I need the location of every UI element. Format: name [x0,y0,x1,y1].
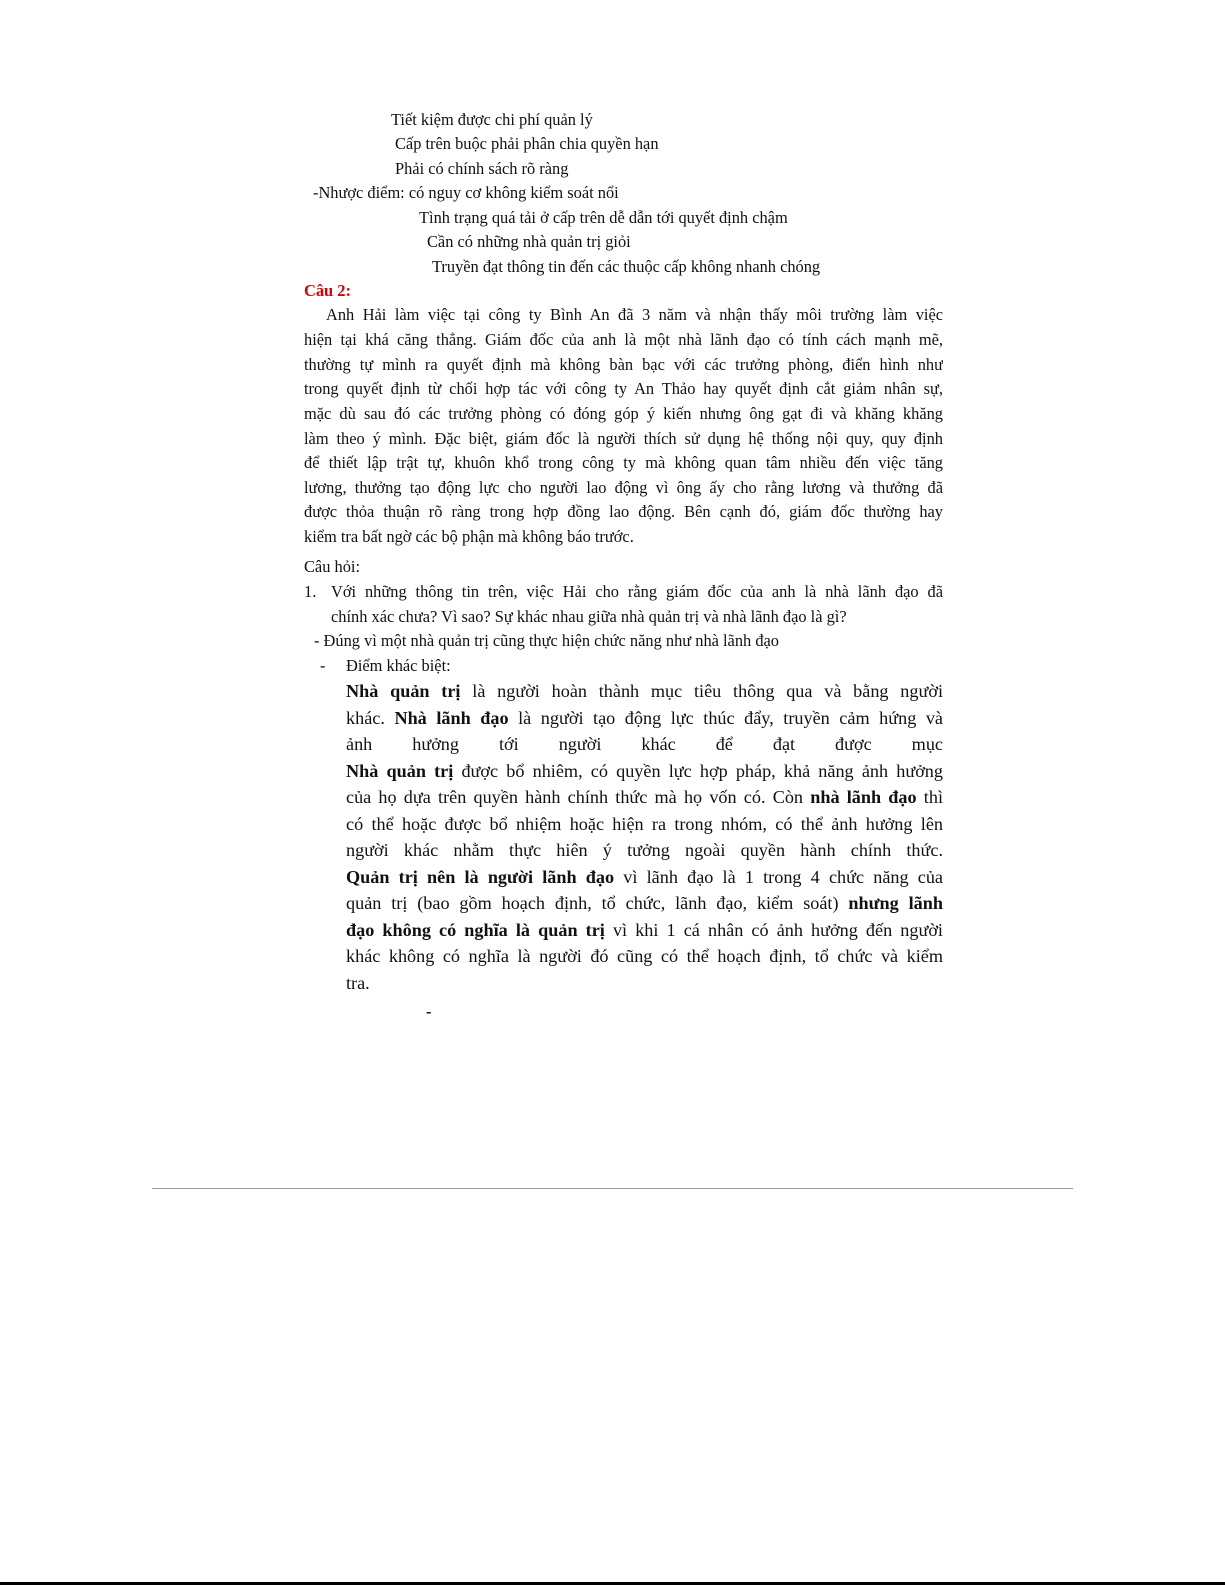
difference-text: ảnh hưởng tới người khác để đạt được mục [346,734,943,754]
paragraph-line: Anh Hải làm việc tại công ty Bình An đã 3 năm và nhận thấy môi trường làm việc [326,305,943,324]
paragraph-line: để thiết lập trật tự, khuôn khổ trong công ty mà không quan tâm nhiều đến việc tăng [304,453,943,472]
difference-line [346,811,943,837]
bold-term: nhưng lãnh [848,893,943,913]
paragraph-line: trong quyết định từ chối hợp tác với công ty An Thảo hay quyết định cắt giảm nhân sự, [304,379,943,398]
difference-line [346,890,943,916]
advantage-item: Phải có chính sách rõ ràng [395,159,569,178]
difference-line [346,678,943,704]
difference-line [346,705,943,731]
disadvantages-label: -Nhược điểm: có nguy cơ không kiểm soát nổi [313,183,619,202]
difference-text: khác. [346,708,395,728]
difference-text: vì khi 1 cá nhân có ảnh hưởng đến người [604,920,943,940]
difference-line [346,731,943,757]
difference-text: khác không có nghĩa là người đó cũng có thể hoạch định, tổ chức và kiểm [346,946,943,966]
difference-text: quản trị (bao gồm hoạch định, tổ chức, lãnh đạo, kiểm soát) [346,893,849,913]
bold-term: Nhà lãnh đạo [394,708,509,728]
difference-line [346,837,943,863]
paragraph-line: hiện tại khá căng thẳng. Giám đốc của anh là một nhà lãnh đạo có tính cách mạnh mẽ, [304,330,943,349]
difference-text: thì [916,787,943,807]
difference-text: là người hoàn thành mục tiêu thông qua và bằng người [460,681,943,701]
page-separator [152,1188,1073,1189]
difference-line [346,864,943,890]
disadvantage-item: Truyền đạt thông tin đến các thuộc cấp không nhanh chóng [432,257,821,276]
paragraph-line: mặc dù sau đó các trưởng phòng có đóng góp ý kiến nhưng ông gạt đi và khăng khăng [304,404,943,423]
difference-line [346,943,943,969]
difference-line [346,970,370,997]
advantage-item: Cấp trên buộc phải phân chia quyền hạn [395,134,659,153]
question-text-line: chính xác chưa? Vì sao? Sự khác nhau giữa nhà quản trị và nhà lãnh đạo là gì? [331,607,847,626]
advantage-item: Tiết kiệm được chi phí quản lý [391,110,593,129]
difference-text: là người tạo động lực thúc đẩy, truyền cảm hứng và [508,708,943,728]
difference-line [346,917,943,943]
paragraph-line: lương, thưởng tạo động lực cho người lao động vì ông ấy cho rằng lương và thưởng đã [304,478,943,497]
question-text-line: Với những thông tin trên, việc Hải cho rằng giám đốc của anh là nhà lãnh đạo đã [331,582,943,601]
bold-term: Quản trị nên là người lãnh đạo [346,867,615,887]
paragraph-line: kiểm tra bất ngờ các bộ phận mà không báo trước. [304,527,634,546]
paragraph-line: làm theo ý mình. Đặc biệt, giám đốc là người thích sử dụng hệ thống nội quy, quy định [304,429,943,448]
difference-text: người khác nhằm thực hiên ý tưởng ngoài quyền hành chính thức. [346,840,943,860]
bold-term: đạo không có nghĩa là quản trị [346,920,605,940]
paragraph-line: thường tự mình ra quyết định mà không bàn bạc với các trưởng phòng, điển hình như [304,355,943,374]
difference-text: tra. [346,973,370,993]
answer-line: - Đúng vì một nhà quản trị cũng thực hiện chức năng như nhà lãnh đạo [314,631,779,650]
bold-term: nhà lãnh đạo [810,787,917,807]
difference-text: có thể hoặc được bổ nhiệm hoặc hiện ra trong nhóm, có thể ảnh hưởng lên [346,814,943,834]
question-number: 1. [304,582,317,601]
difference-text: vì lãnh đạo là 1 trong 4 chức năng của [614,867,943,887]
difference-line [346,784,943,810]
questions-label: Câu hỏi: [304,557,360,576]
bold-term: Nhà quản trị [346,761,454,781]
question-heading: Câu 2: [304,281,351,300]
difference-text: của họ dựa trên quyền hành chính thức mà họ vốn có. Còn [346,787,811,807]
trailing-dash: - [426,1002,432,1021]
disadvantage-item: Tình trạng quá tải ở cấp trên dễ dẫn tới quyết định chậm [419,208,788,227]
difference-text: được bổ nhiêm, có quyền lực hợp pháp, khả năng ảnh hưởng [453,761,943,781]
paragraph-line: được thỏa thuận rõ ràng trong hợp đồng lao động. Bên cạnh đó, giám đốc thường hay [304,502,943,521]
difference-label: Điểm khác biệt: [346,656,451,675]
disadvantage-item: Cần có những nhà quản trị giỏi [427,232,631,251]
bold-term: Nhà quản trị [346,681,461,701]
difference-line [346,758,943,784]
difference-dash: - [320,656,326,675]
